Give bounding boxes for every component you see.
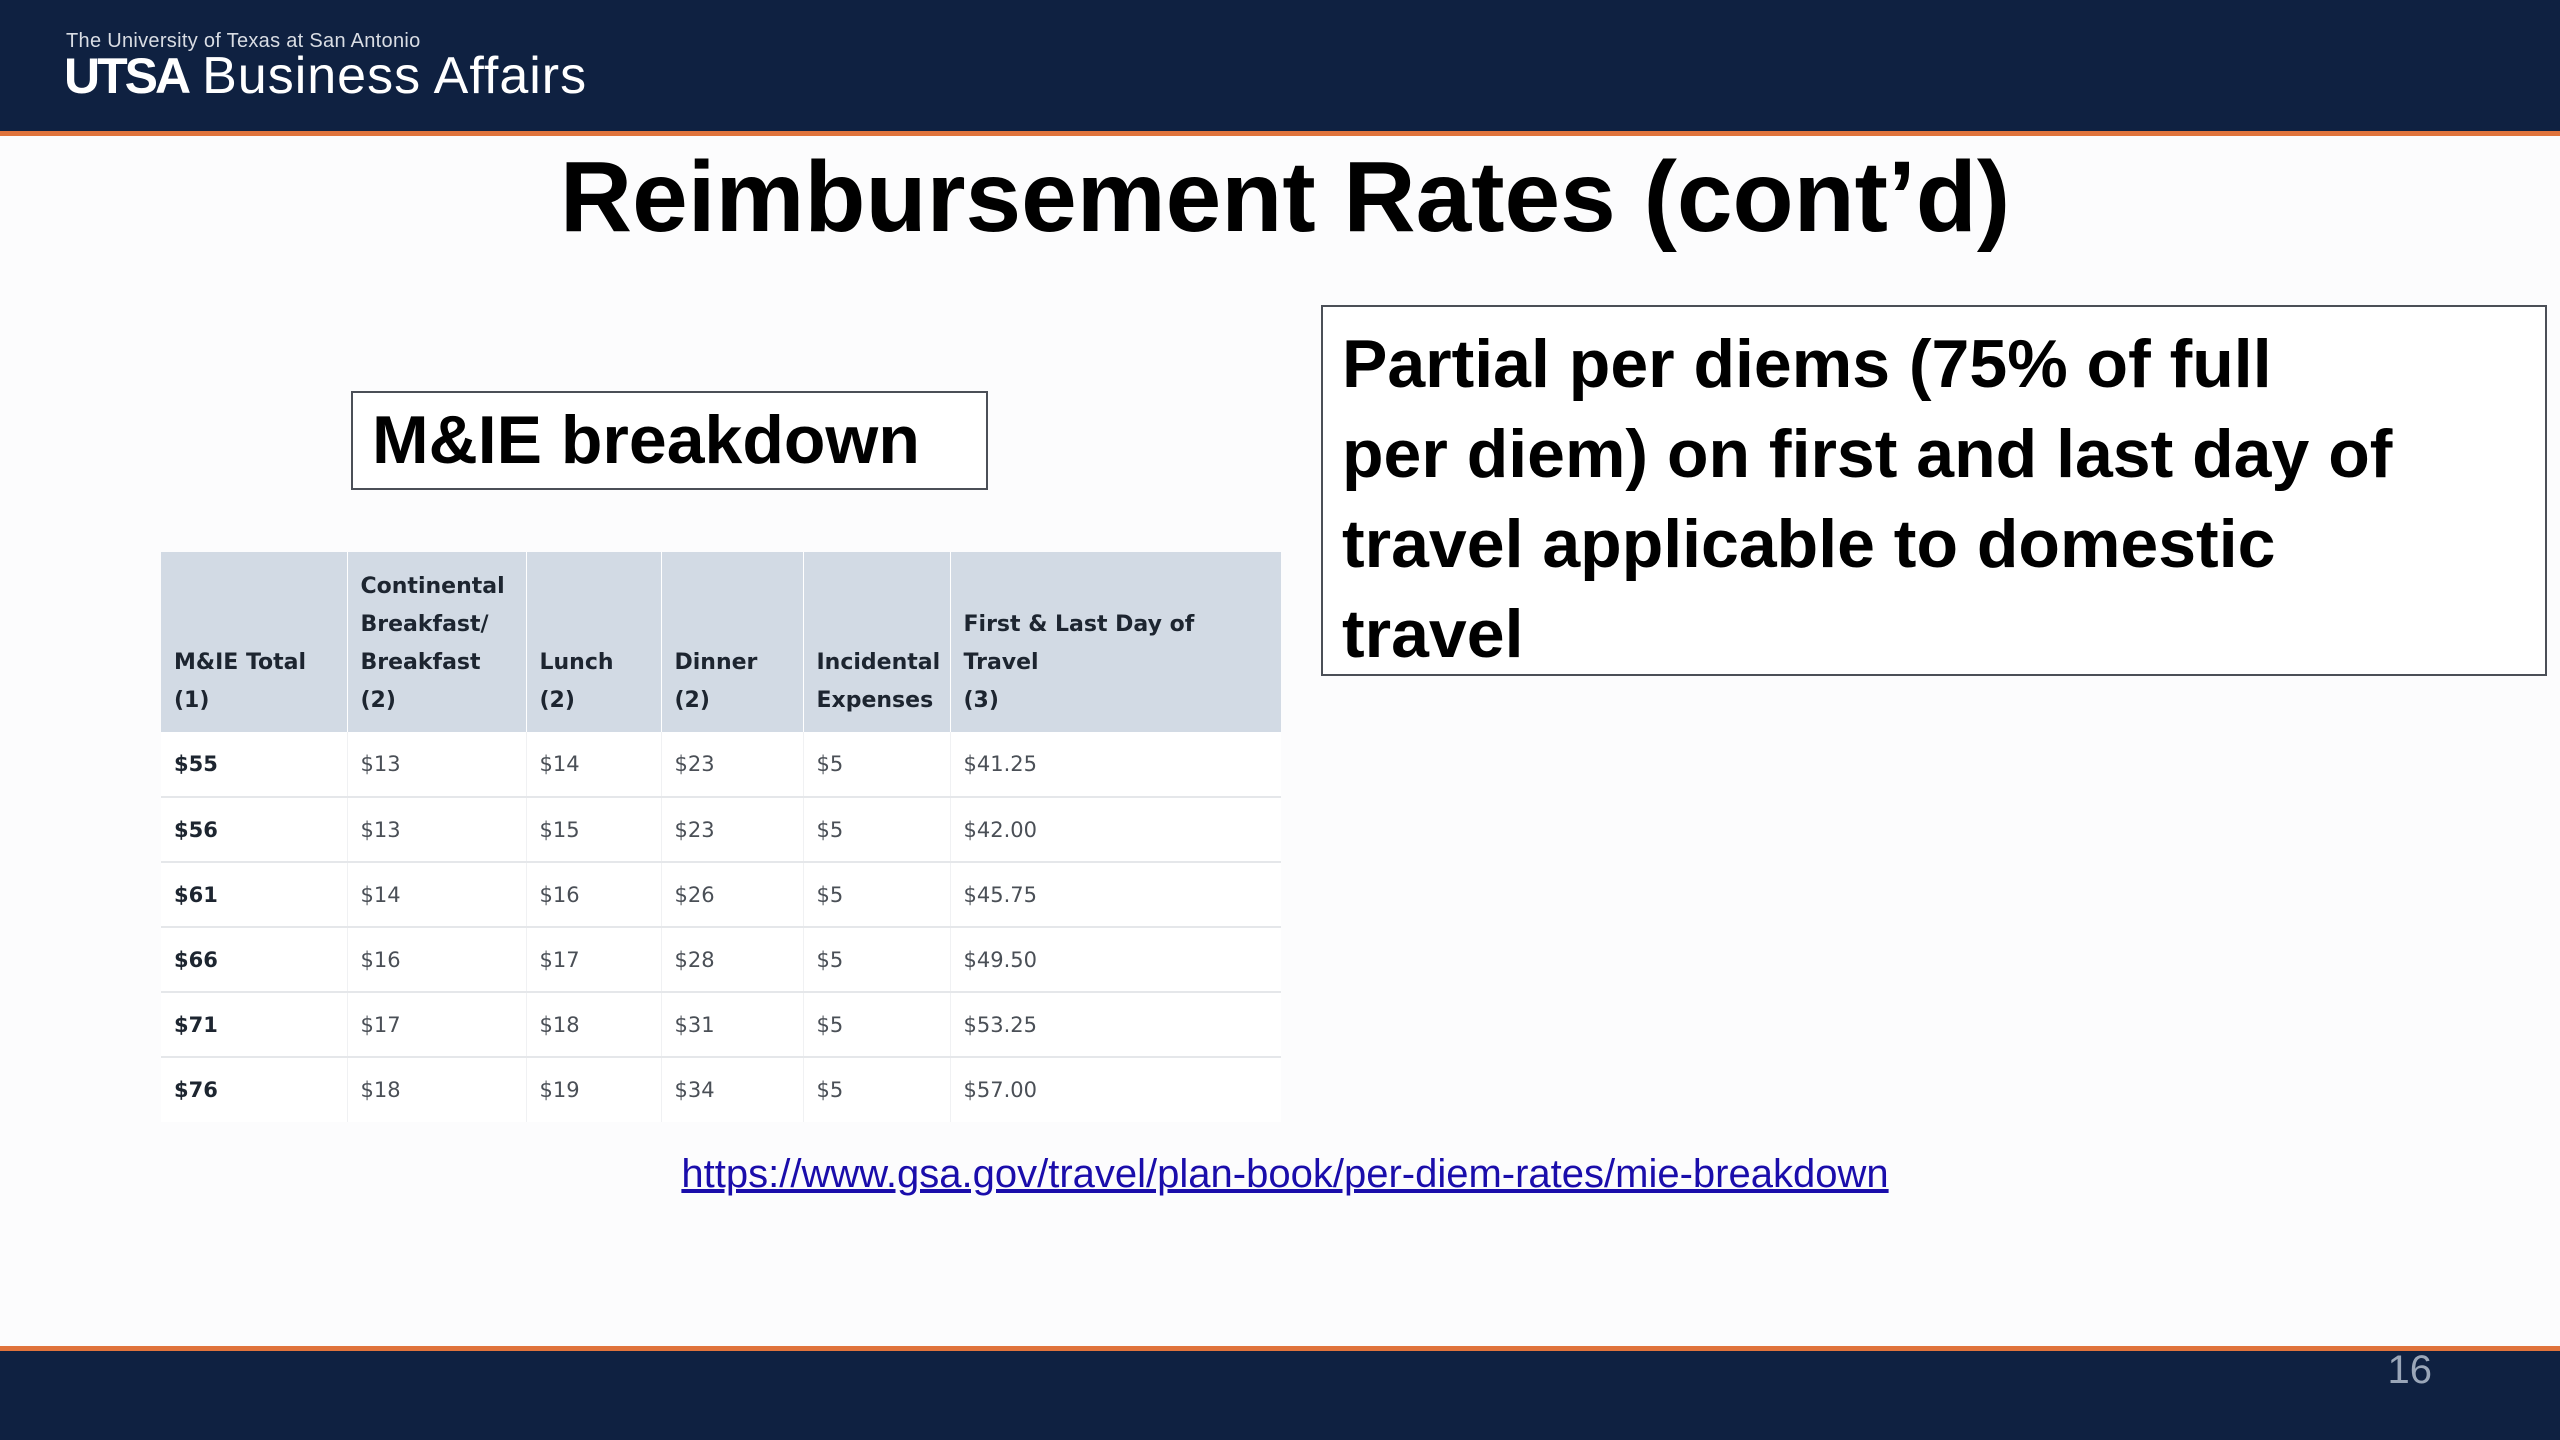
cell-mie-total: $61 [161, 862, 347, 927]
header-line: First & Last Day of Travel [963, 612, 1195, 675]
table-cell: $14 [526, 732, 661, 797]
table-cell: $49.50 [950, 927, 1281, 992]
table-cell: $34 [661, 1057, 803, 1122]
cell-mie-total: $76 [161, 1057, 347, 1122]
table-cell: $16 [526, 862, 661, 927]
table-cell: $5 [803, 862, 950, 927]
table-cell: $15 [526, 797, 661, 862]
partial-per-diem-note: Partial per diems (75% of full per diem) on first and last day of travel applicable to domestic travel [1321, 305, 2547, 676]
brand-department: Business Affairs [202, 47, 588, 105]
table-cell: $5 [803, 732, 950, 797]
table-body [161, 732, 1281, 1122]
table-cell: $41.25 [950, 732, 1281, 797]
table-row [161, 927, 1281, 992]
table-cell: $42.00 [950, 797, 1281, 862]
header-line: (2) [539, 688, 575, 713]
mie-breakdown-table-wrap [161, 552, 1281, 1122]
table-header-row [161, 552, 1281, 732]
header-first-last-day [950, 552, 1281, 732]
header-line: M&IE Total [174, 650, 307, 675]
table-row [161, 992, 1281, 1057]
table-row [161, 732, 1281, 797]
header-incidental [803, 552, 950, 732]
cell-mie-total: $66 [161, 927, 347, 992]
table-cell: $18 [526, 992, 661, 1057]
header-line: Breakfast/ [360, 612, 489, 637]
header-line: Continental [360, 574, 505, 599]
table-cell: $53.25 [950, 992, 1281, 1057]
header-line: Dinner [674, 650, 758, 675]
table-cell: $5 [803, 927, 950, 992]
table-cell: $16 [347, 927, 526, 992]
footer-bar [0, 1346, 2560, 1440]
header-dinner [661, 552, 803, 732]
table-cell: $13 [347, 732, 526, 797]
cell-mie-total: $71 [161, 992, 347, 1057]
table-cell: $28 [661, 927, 803, 992]
mie-breakdown-label: M&IE breakdown [351, 391, 988, 490]
table-cell: $18 [347, 1057, 526, 1122]
table-cell: $23 [661, 797, 803, 862]
table-cell: $14 [347, 862, 526, 927]
header-line: (2) [360, 688, 396, 713]
table-cell: $5 [803, 797, 950, 862]
table-row [161, 797, 1281, 862]
header-bar [0, 0, 2560, 136]
table-cell: $17 [526, 927, 661, 992]
university-name: The University of Texas at San Antonio [66, 30, 421, 52]
table-cell: $13 [347, 797, 526, 862]
table-cell: $19 [526, 1057, 661, 1122]
table-row [161, 1057, 1281, 1122]
cell-mie-total: $56 [161, 797, 347, 862]
table-cell: $57.00 [950, 1057, 1281, 1122]
mie-breakdown-table [161, 552, 1281, 1122]
table-cell: $26 [661, 862, 803, 927]
table-cell: $17 [347, 992, 526, 1057]
header-line: (1) [174, 688, 210, 713]
header-line: Breakfast [360, 650, 481, 675]
gsa-mie-link[interactable]: https://www.gsa.gov/travel/plan-book/per-diem-rates/mie-breakdown [681, 1152, 1889, 1196]
table-cell: $45.75 [950, 862, 1281, 927]
table-cell: $23 [661, 732, 803, 797]
page-number: 16 [2387, 1348, 2432, 1392]
cell-mie-total: $55 [161, 732, 347, 797]
table-cell: $5 [803, 992, 950, 1057]
header-mie-total [161, 552, 347, 732]
header-breakfast [347, 552, 526, 732]
slide-title: Reimbursement Rates (cont’d) [559, 141, 2011, 253]
header-line: Incidental [816, 650, 941, 675]
header-line: Lunch [539, 650, 614, 675]
brand-logo [64, 47, 588, 105]
table-cell: $5 [803, 1057, 950, 1122]
header-line: Expenses [816, 688, 934, 713]
header-line: (3) [963, 688, 999, 713]
header-line: (2) [674, 688, 710, 713]
table-row [161, 862, 1281, 927]
table-cell: $31 [661, 992, 803, 1057]
header-lunch [526, 552, 661, 732]
brand-utsa: UTSA [64, 48, 189, 104]
